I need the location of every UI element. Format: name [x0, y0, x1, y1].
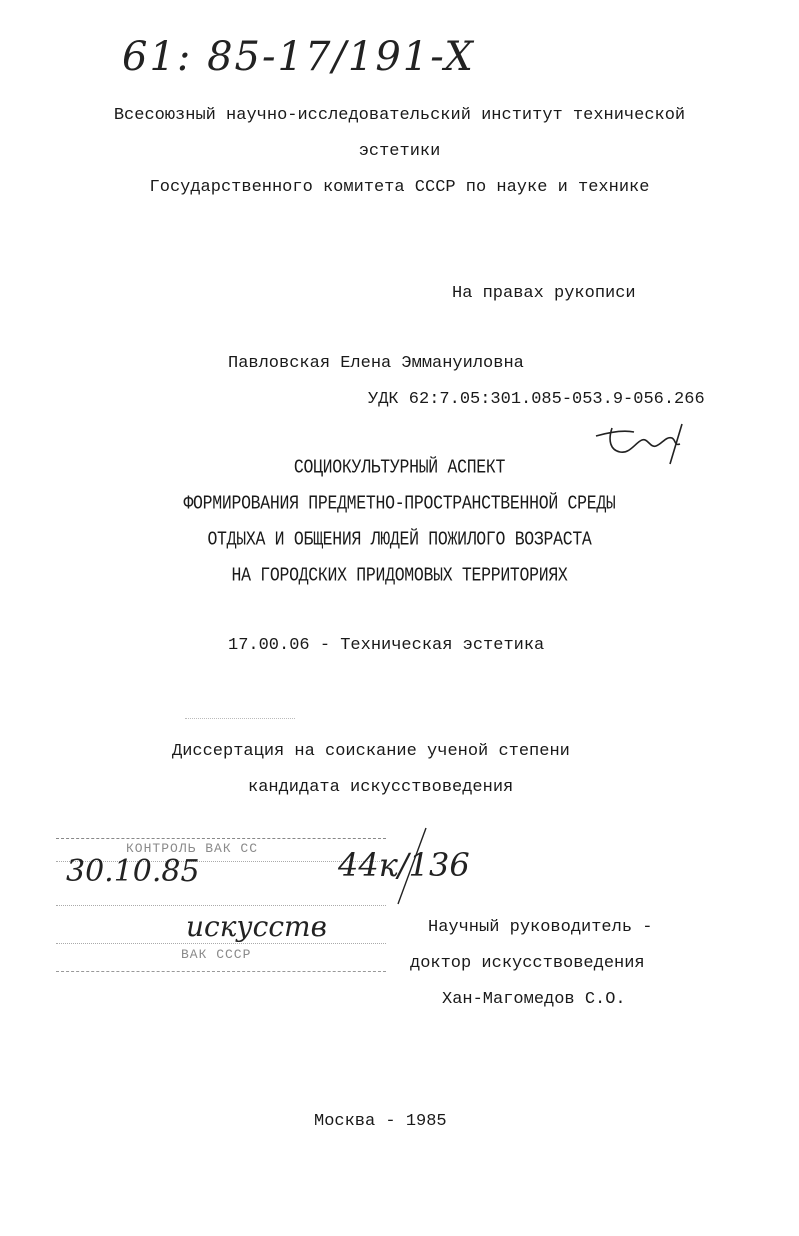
title-line-4: НА ГОРОДСКИХ ПРИДОМОВЫХ ТЕРРИТОРИЯХ	[231, 564, 568, 587]
degree-line-2: кандидата искусствоведения	[248, 778, 514, 797]
institution-line-2: эстетики	[358, 142, 441, 161]
dotted-rule	[185, 718, 295, 719]
institution-line-3: Государственного комитета СССР по науке и технике	[149, 178, 650, 197]
degree-line-1: Диссертация на соискание ученой степени	[172, 742, 570, 761]
stamp-slash	[392, 826, 432, 906]
institution-line-1: Всесоюзный научно-исследовательский институт технической	[113, 106, 686, 125]
stamp-footer: ВАК СССР	[181, 947, 252, 962]
stamp-code: 44к/136	[338, 846, 470, 884]
author-name: Павловская Елена Эммануиловна	[228, 354, 524, 373]
specialty: 17.00.06 - Техническая эстетика	[228, 636, 545, 655]
stamp-rule	[56, 905, 386, 906]
title-line-3: ОТДЫХА И ОБЩЕНИЯ ЛЮДЕЙ ПОЖИЛОГО ВОЗРАСТА	[207, 528, 592, 551]
city-year: Москва - 1985	[314, 1112, 447, 1131]
manuscript-rights: На правах рукописи	[452, 284, 636, 303]
stamp-date: 30.10.85	[66, 854, 200, 889]
supervisor-name: Хан-Магомедов С.О.	[442, 990, 626, 1009]
supervisor-degree: доктор искусствоведения	[410, 954, 645, 973]
udc-code: УДК 62:7.05:301.085-053.9-056.266	[368, 390, 705, 409]
stamp-rule	[56, 943, 386, 944]
supervisor-role: Научный руководитель -	[428, 918, 653, 937]
title-line-1: СОЦИОКУЛЬТУРНЫЙ АСПЕКТ	[293, 456, 506, 479]
title-line-2: ФОРМИРОВАНИЯ ПРЕДМЕТНО-ПРОСТРАНСТВЕННОЙ СРЕДЫ	[183, 492, 616, 515]
stamp-field: искусств	[186, 910, 327, 943]
archive-number: 61: 85-17/191-X	[122, 34, 475, 80]
stamp-header: КОНТРОЛЬ ВАК СС	[126, 841, 259, 856]
